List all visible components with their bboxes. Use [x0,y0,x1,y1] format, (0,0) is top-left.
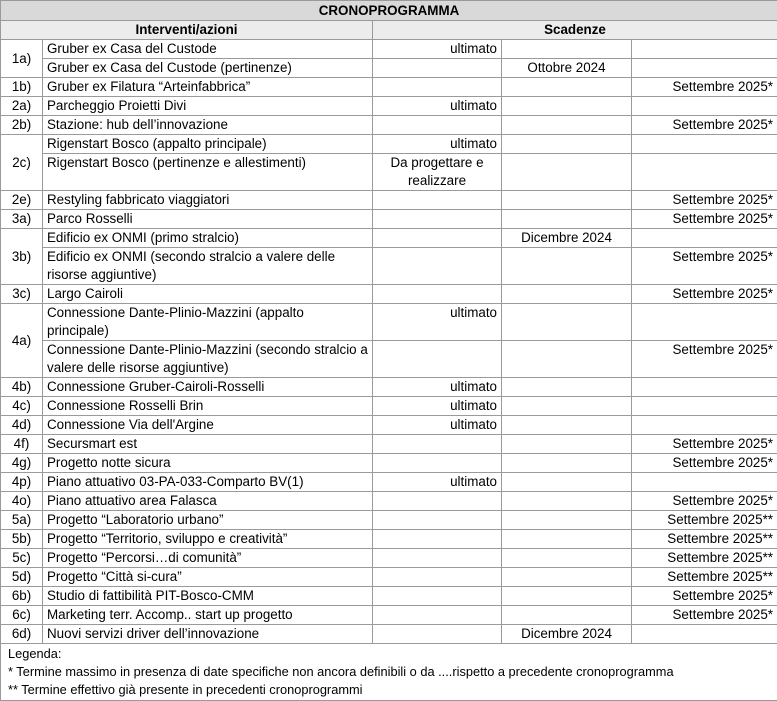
row-desc: Gruber ex Filatura “Arteinfabbrica” [43,78,373,97]
deadline-2024 [502,210,632,229]
status-cell [373,625,502,644]
deadline-2024 [502,378,632,397]
deadline-2024 [502,116,632,135]
row-code: 4o) [1,492,43,511]
deadline-2024 [502,511,632,530]
deadline-2025 [632,473,777,492]
deadline-2024 [502,78,632,97]
table-row [1,492,777,511]
row-desc: Parco Rosselli [43,210,373,229]
row-desc: Rigenstart Bosco (appalto principale) [43,135,373,154]
status-cell [373,587,502,606]
status-cell [373,248,502,285]
deadline-2024 [502,397,632,416]
table-row [1,587,777,606]
deadline-2024 [502,549,632,568]
status-cell: ultimato [373,416,502,435]
status-cell [373,454,502,473]
table-row [1,378,777,397]
row-desc: Gruber ex Casa del Custode [43,40,373,59]
table-row [1,606,777,625]
table-row [1,341,777,378]
row-code: 2a) [1,97,43,116]
table-row [1,229,777,248]
row-code: 4p) [1,473,43,492]
row-desc: Connessione Rosselli Brin [43,397,373,416]
row-code: 5d) [1,568,43,587]
status-cell [373,435,502,454]
deadline-2025 [632,416,777,435]
row-desc: Piano attuativo 03-PA-033-Comparto BV(1) [43,473,373,492]
status-cell: ultimato [373,40,502,59]
table-row [1,116,777,135]
row-code: 2c) [1,135,43,191]
deadline-2024 [502,606,632,625]
deadline-2025: Settembre 2025* [632,78,777,97]
status-cell [373,341,502,378]
deadline-2025: Settembre 2025** [632,549,777,568]
status-cell: ultimato [373,397,502,416]
row-desc: Largo Cairoli [43,285,373,304]
deadline-2025 [632,397,777,416]
row-desc: Stazione: hub dell’innovazione [43,116,373,135]
row-code: 6c) [1,606,43,625]
status-cell: ultimato [373,304,502,341]
row-desc: Progetto “Città si-cura” [43,568,373,587]
row-desc: Restyling fabbricato viaggiatori [43,191,373,210]
table-row [1,454,777,473]
status-cell [373,492,502,511]
row-code: 2e) [1,191,43,210]
table-row [1,568,777,587]
deadline-2025: Settembre 2025* [632,606,777,625]
deadline-2025: Settembre 2025** [632,530,777,549]
deadline-2024 [502,341,632,378]
row-desc: Progetto “Territorio, sviluppo e creatività” [43,530,373,549]
legend [0,644,777,701]
table-row [1,473,777,492]
row-code: 2b) [1,116,43,135]
status-cell [373,530,502,549]
row-code: 6d) [1,625,43,644]
row-code: 5a) [1,511,43,530]
row-desc: Edificio ex ONMI (secondo stralcio a valere delle risorse aggiuntive) [43,248,373,285]
status-cell [373,285,502,304]
status-cell: ultimato [373,97,502,116]
table-row [1,191,777,210]
table-row [1,511,777,530]
deadline-2025: Settembre 2025** [632,568,777,587]
deadline-2024 [502,435,632,454]
status-cell: ultimato [373,473,502,492]
deadline-2024 [502,97,632,116]
deadline-2025: Settembre 2025* [632,210,777,229]
table-row [1,78,777,97]
row-code: 4a) [1,304,43,378]
deadline-2025: Settembre 2025* [632,341,777,378]
row-code: 1a) [1,40,43,78]
row-desc: Nuovi servizi driver dell’innovazione [43,625,373,644]
table-row [1,285,777,304]
deadline-2025 [632,229,777,248]
deadline-2024 [502,568,632,587]
row-code: 3a) [1,210,43,229]
row-code: 6b) [1,587,43,606]
deadline-2025 [632,59,777,78]
row-desc: Edificio ex ONMI (primo stralcio) [43,229,373,248]
deadline-2024: Dicembre 2024 [502,229,632,248]
deadline-2024: Ottobre 2024 [502,59,632,78]
table-row [1,397,777,416]
status-cell [373,229,502,248]
row-desc: Progetto “Laboratorio urbano” [43,511,373,530]
table-row [1,416,777,435]
deadline-2024 [502,135,632,154]
row-code: 4f) [1,435,43,454]
deadline-2024 [502,154,632,191]
row-desc: Connessione Gruber-Cairoli-Rosselli [43,378,373,397]
status-cell: Da progettare e realizzare [373,154,502,191]
deadline-2024 [502,416,632,435]
status-cell: ultimato [373,135,502,154]
status-cell [373,78,502,97]
deadline-2025: Settembre 2025* [632,191,777,210]
deadline-2025: Settembre 2025* [632,454,777,473]
row-desc: Connessione Dante-Plinio-Mazzini (secondo stralcio a valere delle risorse aggiuntive) [43,341,373,378]
status-cell [373,116,502,135]
deadline-2025 [632,40,777,59]
status-cell [373,568,502,587]
table-row [1,248,777,285]
row-desc: Gruber ex Casa del Custode (pertinenze) [43,59,373,78]
deadline-2025: Settembre 2025* [632,116,777,135]
header-deadlines: Scadenze [373,21,777,40]
table-row [1,549,777,568]
legend-note-single-star: * Termine massimo in presenza di date specifiche non ancora definibili o da ....rispetto a precedente cronoprogramma [8,663,771,681]
table-row [1,135,777,154]
deadline-2024 [502,191,632,210]
row-code: 3b) [1,229,43,285]
deadline-2025: Settembre 2025* [632,285,777,304]
row-desc: Progetto “Percorsi…di comunità” [43,549,373,568]
table-row [1,304,777,341]
row-desc: Progetto notte sicura [43,454,373,473]
deadline-2024 [502,248,632,285]
deadline-2024 [502,304,632,341]
deadline-2024 [502,473,632,492]
row-desc: Piano attuativo area Falasca [43,492,373,511]
row-code: 3c) [1,285,43,304]
deadline-2025 [632,135,777,154]
deadline-2025 [632,97,777,116]
deadline-2025: Settembre 2025* [632,587,777,606]
row-desc: Connessione Via dell'Argine [43,416,373,435]
deadline-2024 [502,40,632,59]
table-title: CRONOPROGRAMMA [1,1,777,21]
deadline-2025 [632,154,777,191]
row-desc: Marketing terr. Accomp.. start up progetto [43,606,373,625]
deadline-2025: Settembre 2025** [632,511,777,530]
status-cell [373,210,502,229]
row-code: 5c) [1,549,43,568]
table-row [1,97,777,116]
deadline-2025: Settembre 2025* [632,492,777,511]
legend-note-double-star: ** Termine effettivo già presente in precedenti cronoprogrammi [8,681,771,699]
row-desc: Studio di fattibilità PIT-Bosco-CMM [43,587,373,606]
legend-title: Legenda: [8,645,771,663]
row-code: 4c) [1,397,43,416]
row-code: 4b) [1,378,43,397]
deadline-2024 [502,530,632,549]
deadline-2024 [502,454,632,473]
status-cell [373,606,502,625]
deadline-2024 [502,285,632,304]
row-desc: Secursmart est [43,435,373,454]
row-code: 5b) [1,530,43,549]
deadline-2025: Settembre 2025* [632,435,777,454]
row-code: 4g) [1,454,43,473]
row-code: 1b) [1,78,43,97]
header-actions: Interventi/azioni [1,21,373,40]
status-cell [373,59,502,78]
deadline-2025: Settembre 2025* [632,248,777,285]
row-code: 4d) [1,416,43,435]
table-row [1,625,777,644]
row-desc: Parcheggio Proietti Divi [43,97,373,116]
row-desc: Rigenstart Bosco (pertinenze e allestimenti) [43,154,373,191]
table-row [1,154,777,191]
table-row [1,210,777,229]
deadline-2025 [632,378,777,397]
table-row [1,435,777,454]
deadline-2024 [502,587,632,606]
deadline-2024: Dicembre 2024 [502,625,632,644]
status-cell [373,549,502,568]
table-row [1,59,777,78]
row-desc: Connessione Dante-Plinio-Mazzini (appalto principale) [43,304,373,341]
deadline-2024 [502,492,632,511]
table-row [1,530,777,549]
deadline-2025 [632,625,777,644]
table-row [1,40,777,59]
status-cell [373,511,502,530]
status-cell [373,191,502,210]
deadline-2025 [632,304,777,341]
status-cell: ultimato [373,378,502,397]
